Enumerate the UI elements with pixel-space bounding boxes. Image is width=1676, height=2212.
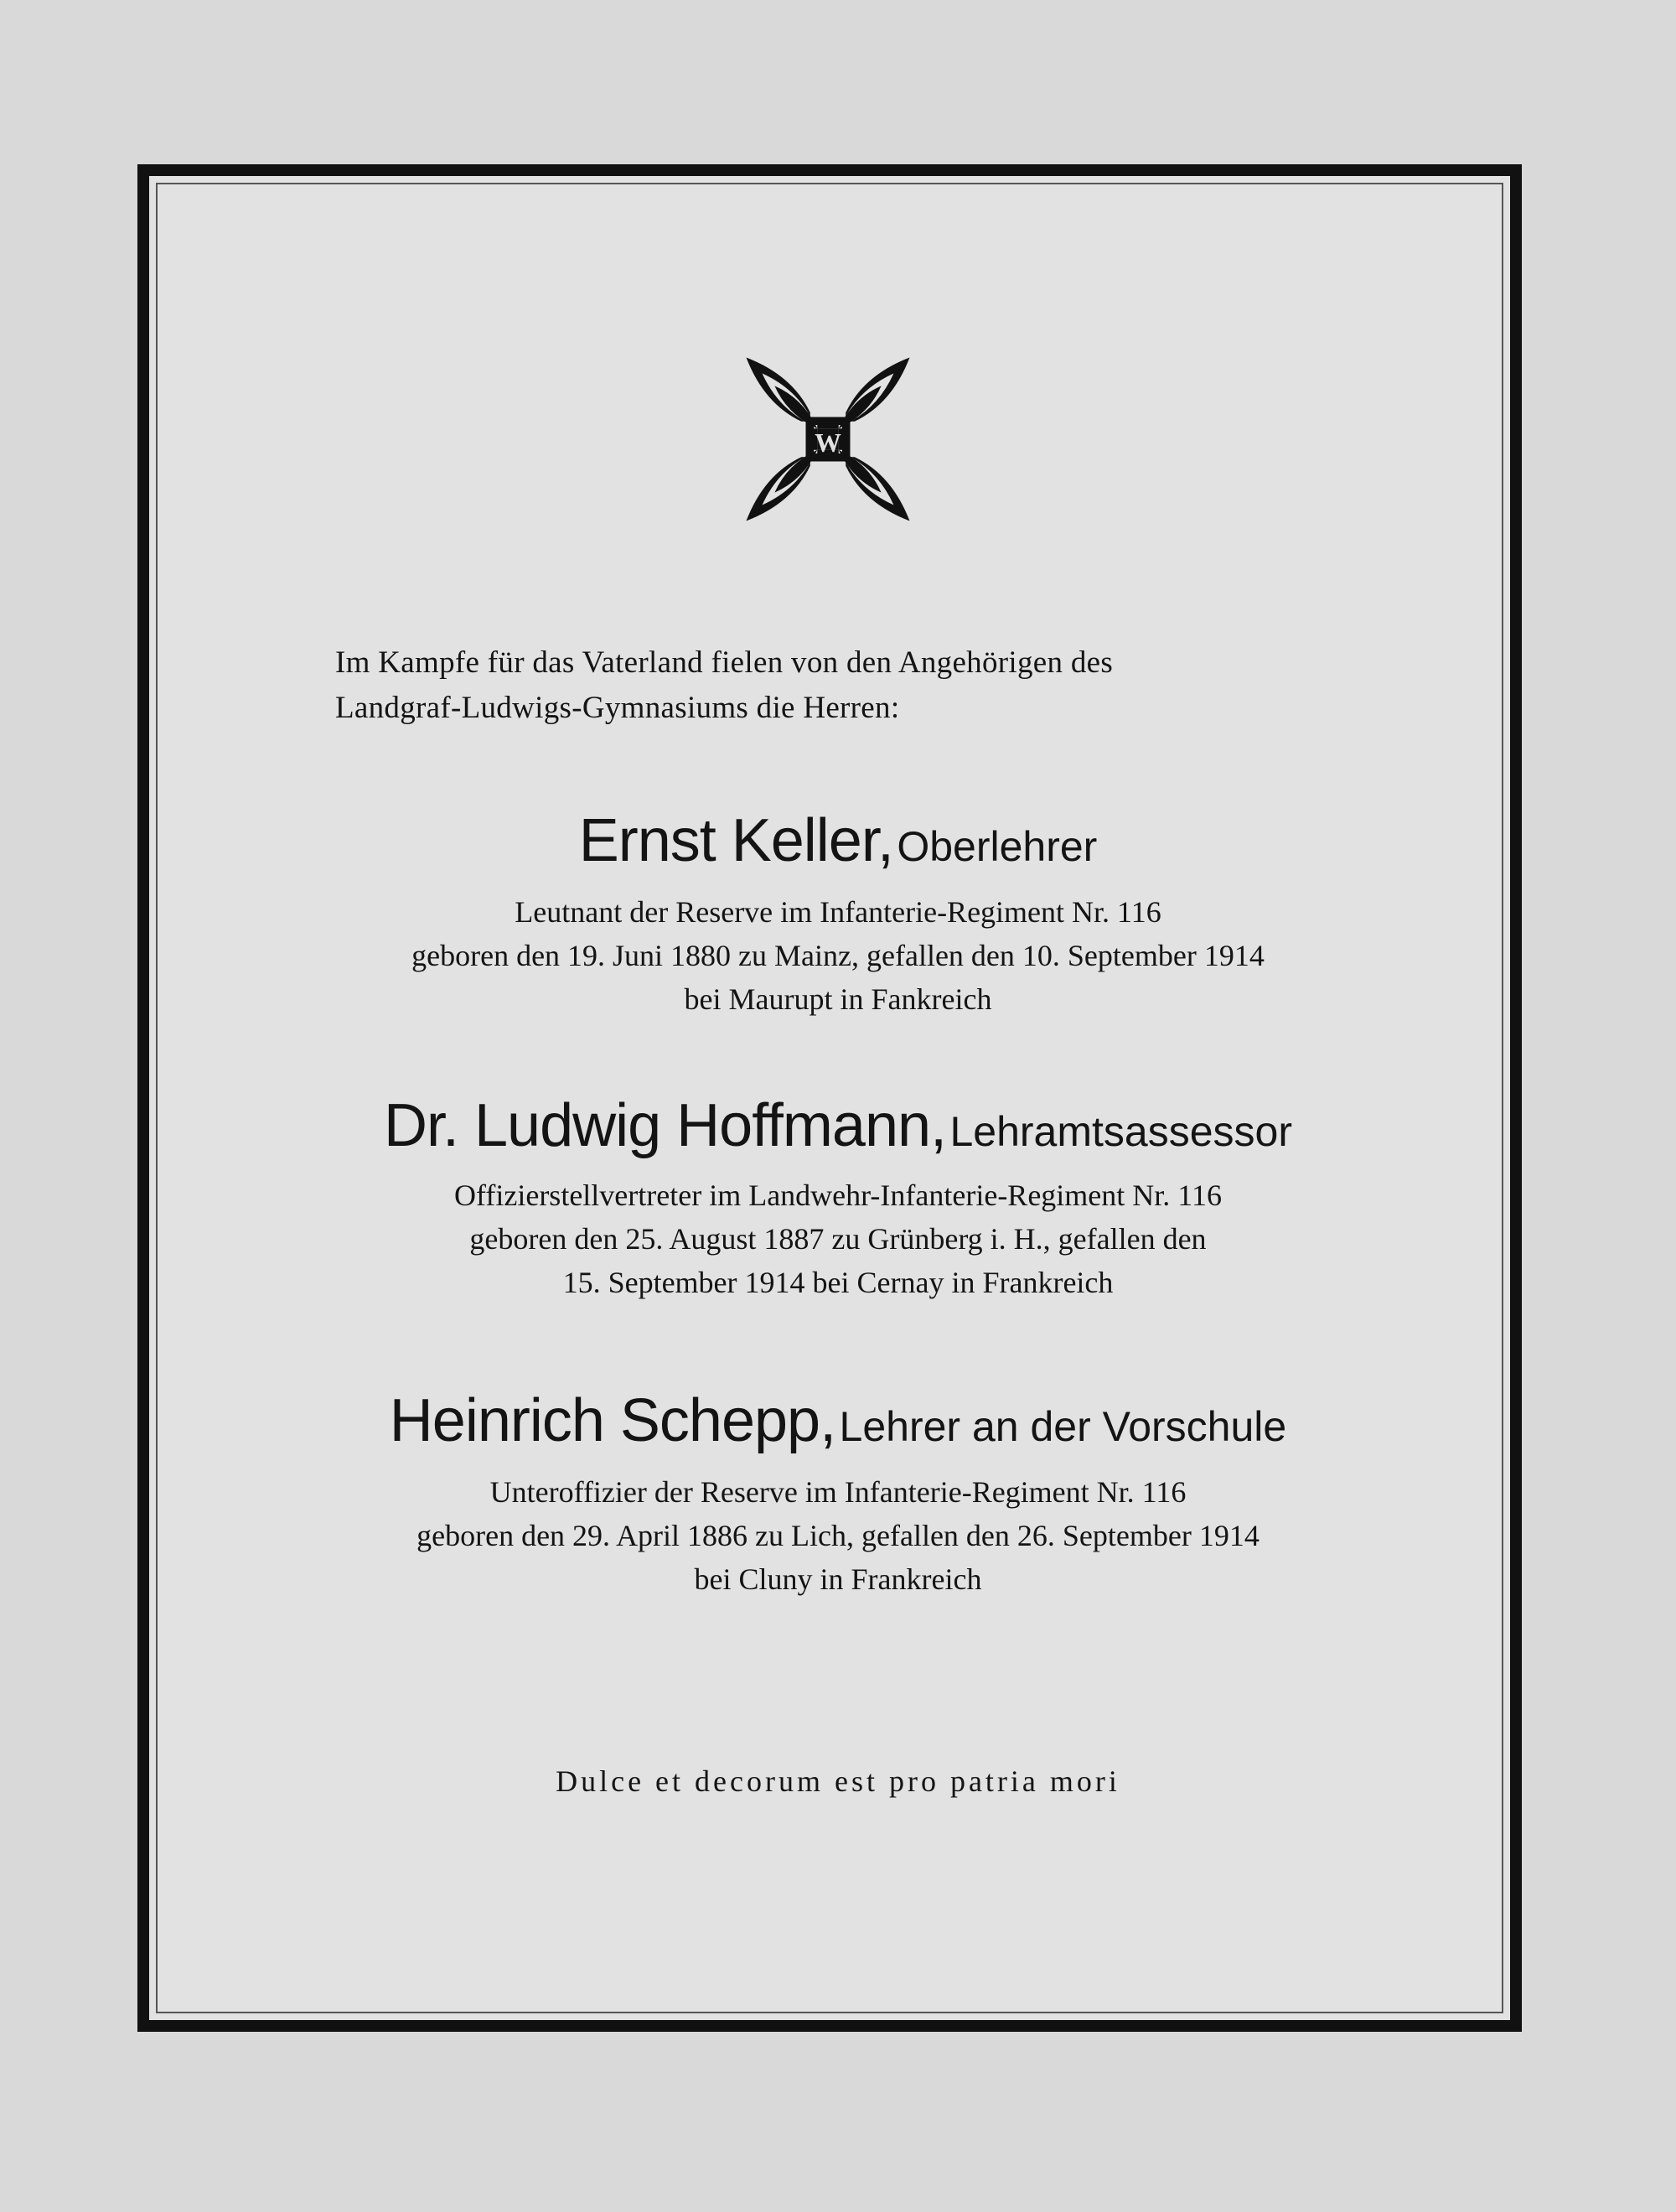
entry-details: [0, 1173, 1676, 1304]
intro-text: [335, 640, 1324, 731]
entry-detail-line: bei Maurupt in Fankreich: [684, 982, 992, 1016]
entry-detail-line: geboren den 25. August 1887 zu Grünberg i. H., gefallen den: [469, 1222, 1207, 1256]
entry-detail-line: Unteroffizier der Reserve im Infanterie-Regiment Nr. 116: [489, 1475, 1187, 1509]
entry-heading: [0, 1091, 1676, 1160]
entry-role: Lehramtsassessor: [949, 1108, 1292, 1155]
entry-name: Heinrich Schepp,: [389, 1387, 836, 1454]
entry-heading: [0, 1386, 1676, 1455]
entry-name: Ernst Keller,: [578, 807, 893, 874]
crown-icon: [817, 390, 838, 407]
memorial-motto: Dulce et decorum est pro patria mori: [556, 1764, 1120, 1798]
entry-name: Dr. Ludwig Hoffmann,: [384, 1092, 947, 1159]
entry-heading: [0, 806, 1676, 875]
entry-detail-line: Offizierstellvertreter im Landwehr-Infanterie-Regiment Nr. 116: [454, 1179, 1222, 1212]
cross-year: 1914: [812, 479, 844, 496]
entry-detail-line: 15. September 1914 bei Cernay in Frankreich: [562, 1266, 1114, 1299]
entry-detail-line: geboren den 19. Juni 1880 zu Mainz, gefallen den 10. September 1914: [411, 939, 1265, 972]
entry-detail-line: Leutnant der Reserve im Infanterie-Regiment Nr. 116: [515, 895, 1161, 929]
entry-details: [0, 890, 1676, 1021]
entry-details: [0, 1470, 1676, 1601]
entry-detail-line: bei Cluny in Frankreich: [694, 1562, 982, 1596]
intro-line: Im Kampfe für das Vaterland fielen von den Angehörigen des: [335, 645, 1114, 680]
entry-detail-line: geboren den 29. April 1886 zu Lich, gefallen den 26. September 1914: [416, 1519, 1260, 1552]
cross-monogram: W: [815, 427, 841, 458]
entry-role: Lehrer an der Vorschule: [839, 1403, 1287, 1450]
iron-cross-icon: [739, 350, 917, 528]
entry-role: Oberlehrer: [897, 823, 1098, 870]
intro-line: Landgraf-Ludwigs-Gymnasiums die Herren:: [335, 691, 900, 725]
